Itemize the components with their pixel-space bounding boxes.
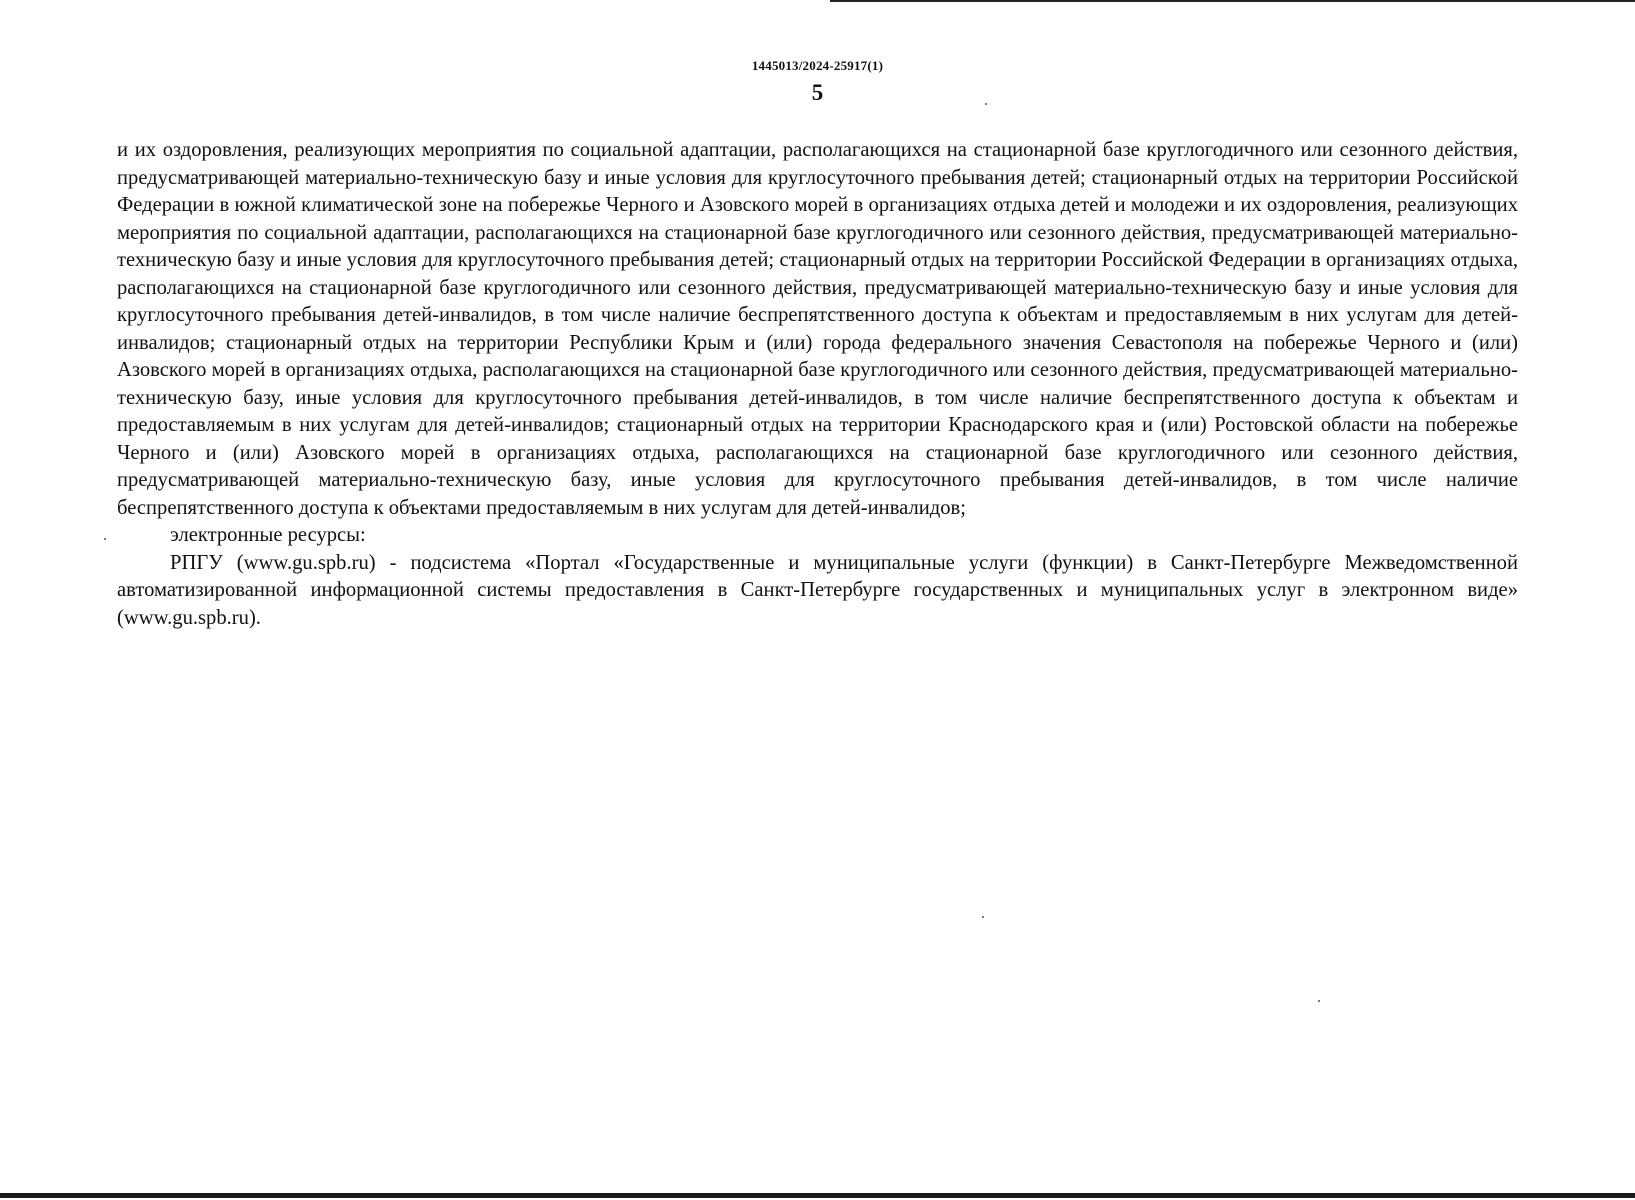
scan-edge-top: [830, 0, 1635, 2]
document-id: 1445013/2024-25917(1): [751, 58, 884, 73]
scan-speck: [1318, 1000, 1320, 1002]
paragraph-continuation: и их оздоровления, реализующих мероприятия по социальной адаптации, располагающихся на стационарной базе круглогодичного или сезонного действия, предусматривающей материально-техническую базу и иные условия для круглосуточного пребывания детей; стационарный отдых на территории Российской Федерации в южной климатической зоне на побережье Черного и Азовского морей в организациях отдыха детей и молодежи и их оздоровления, реализующих мероприятия по социальной адаптации, располагающихся на стационарной базе круглогодичного или сезонного действия, предусматривающей материально-техническую базу и иные условия для круглосуточного пребывания детей; стационарный отдых на территории Российской Федерации в организациях отдыха, располагающихся на стационарной базе круглогодичного или сезонного действия, предусматривающей материально-техническую базу и иные условия для круглосуточного пребывания детей-инвалидов, в том числе наличие беспрепятственного доступа к объектам и предоставляемым в них услугам для детей-инвалидов; стационарный отдых на территории Республики Крым и (или) города федерального значения Севастополя на побережье Черного и (или) Азовского морей в организациях отдыха, располагающихся на стационарной базе круглогодичного или сезонного действия, предусматривающей материально-техническую базу, иные условия для круглосуточного пребывания детей-инвалидов, в том числе наличие беспрепятственного доступа к объектам и предоставляемым в них услугам для детей-инвалидов; стационарный отдых на территории Краснодарского края и (или) Ростовской области на побережье Черного и (или) Азовского морей в организациях отдыха, располагающихся на стационарной базе круглогодичного или сезонного действия, предусматривающей материально-техническую базу, иные условия для круглосуточного пребывания детей-инвалидов, в том числе наличие беспрепятственного доступа к объектами предоставляемым в них услугам для детей-инвалидов;: [117, 139, 1518, 519]
document-body: [117, 137, 1518, 632]
scan-speck: [982, 916, 984, 918]
page-number: 5: [811, 80, 824, 105]
scan-edge-bottom: [0, 1193, 1635, 1198]
scan-speck: [985, 103, 987, 105]
paragraph-rpgu: РПГУ (www.gu.spb.ru) - подсистема «Портал «Государственные и муниципальные услуги (функции) в Санкт-Петербурге Межведомственной автоматизированной информационной системы предоставления в Санкт-Петербурге государственных и муниципальных услуг в электронном виде» (www.gu.spb.ru).: [117, 551, 1518, 629]
paragraph-electronic-resources: электронные ресурсы:: [170, 524, 366, 546]
scan-speck: [104, 538, 106, 540]
